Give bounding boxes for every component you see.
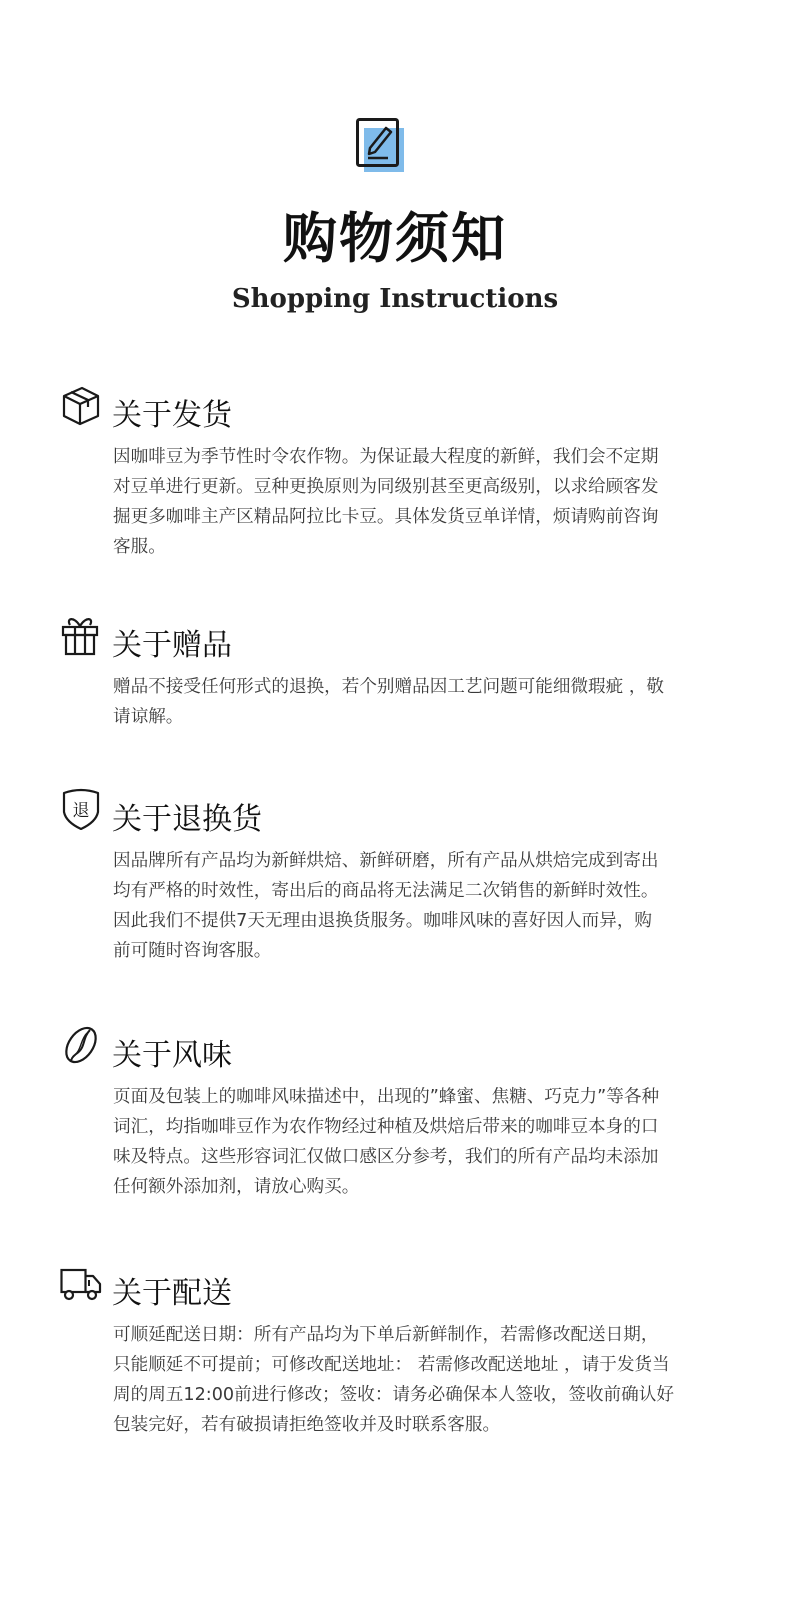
delivery-truck-icon: [60, 1262, 102, 1304]
section-title: 关于赠品: [112, 628, 232, 663]
section-title: 关于退换货: [112, 802, 262, 837]
edit-note-icon: [356, 118, 408, 174]
body-line: 均有严格的时效性，寄出后的商品将无法满足二次销售的新鲜时效性。: [113, 881, 659, 901]
body-line: 赠品不接受任何形式的退换，若个别赠品因工艺问题可能细微瑕疵 ，敬: [113, 677, 665, 697]
gift-icon: [60, 614, 102, 656]
body-line: 页面及包装上的咖啡风味描述中，出现的”蜂蜜、焦糖、巧克力”等各种: [113, 1087, 660, 1107]
body-line: 味及特点。这些形容词汇仅做口感区分参考，我们的所有产品均未添加: [113, 1147, 659, 1167]
body-line: 请谅解。: [113, 707, 184, 727]
body-line: 周的周五12:00前进行修改；签收：请务必确保本人签收，签收前确认好: [113, 1385, 674, 1405]
body-line: 因品牌所有产品均为新鲜烘焙、新鲜研磨，所有产品从烘焙完成到寄出: [113, 851, 659, 871]
section-body: [113, 846, 693, 966]
body-line: 包装完好，若有破损请拒绝签收并及时联系客服。: [113, 1415, 501, 1435]
page-subtitle: Shopping Instructions: [231, 284, 559, 314]
section-body: [113, 442, 693, 562]
body-line: 因此我们不提供7天无理由退换货服务。咖啡风味的喜好因人而异，购: [113, 911, 653, 931]
body-line: 词汇，均指咖啡豆作为农作物经过种植及烘焙后带来的咖啡豆本身的口: [113, 1117, 659, 1137]
return-shield-icon: [60, 788, 102, 830]
body-line: 只能顺延不可提前；可修改配送地址： 若需修改配送地址 ，请于发货当: [113, 1355, 670, 1375]
page-title: 购物须知: [283, 207, 507, 270]
section-body: [113, 1082, 693, 1202]
section-body: [113, 672, 693, 732]
body-line: 客服。: [113, 537, 166, 557]
body-line: 可顺延配送日期：所有产品均为下单后新鲜制作，若需修改配送日期，: [113, 1325, 659, 1345]
body-line: 对豆单进行更新。豆种更换原则为同级别甚至更高级别，以求给顾客发: [113, 477, 659, 497]
section-title: 关于配送: [112, 1276, 232, 1311]
coffee-bean-icon: [60, 1024, 102, 1066]
section-body: [113, 1320, 693, 1440]
body-line: 掘更多咖啡主产区精品阿拉比卡豆。具体发货豆单详情，烦请购前咨询: [113, 507, 659, 527]
return-label: 退: [72, 801, 90, 821]
body-line: 前可随时咨询客服。: [113, 941, 272, 961]
body-line: 因咖啡豆为季节性时令农作物。为保证最大程度的新鲜，我们会不定期: [113, 447, 659, 467]
body-line: 任何额外添加剂，请放心购买。: [113, 1177, 360, 1197]
package-box-icon: [60, 384, 102, 426]
section-title: 关于发货: [112, 398, 232, 433]
section-title: 关于风味: [112, 1038, 232, 1073]
